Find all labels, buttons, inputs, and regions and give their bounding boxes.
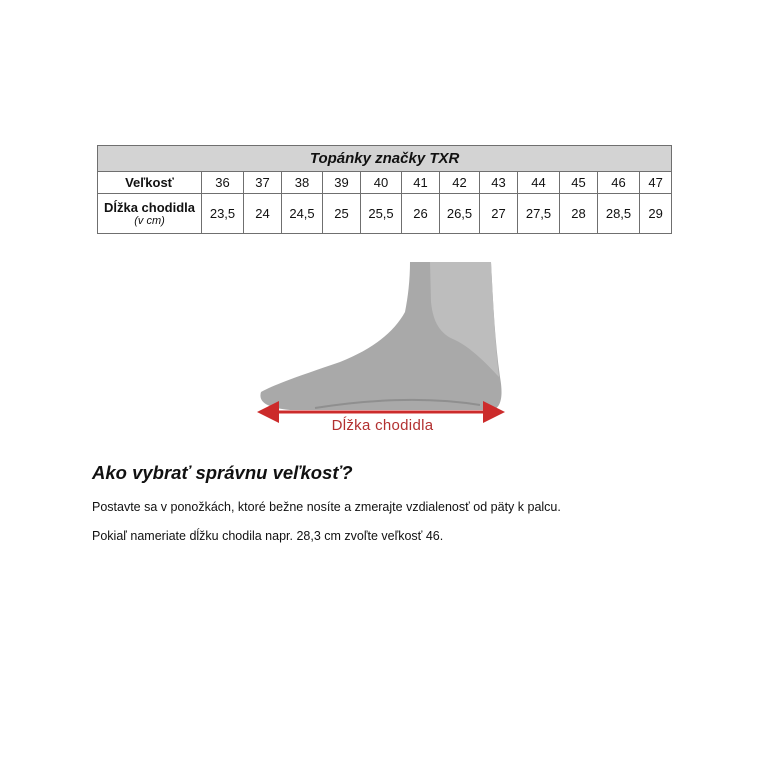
length-row <box>98 194 672 234</box>
size-table <box>97 145 672 234</box>
size-cell: 45 <box>560 172 598 194</box>
size-cell: 37 <box>244 172 282 194</box>
foot-illustration <box>255 262 510 440</box>
length-cell: 25 <box>323 194 361 234</box>
table-title: Topánky značky TXR <box>98 146 672 172</box>
length-cell: 28 <box>560 194 598 234</box>
size-cell: 44 <box>518 172 560 194</box>
guide-heading: Ako vybrať správnu veľkosť? <box>92 462 353 483</box>
foot-drawing <box>255 262 510 440</box>
size-cell: 40 <box>361 172 402 194</box>
length-header-label: Dĺžka chodidla <box>103 200 196 215</box>
length-cell: 26 <box>402 194 440 234</box>
length-cell: 29 <box>640 194 672 234</box>
size-cell: 38 <box>282 172 323 194</box>
length-cell: 25,5 <box>361 194 402 234</box>
size-cell: 39 <box>323 172 361 194</box>
length-cell: 23,5 <box>202 194 244 234</box>
length-cell: 24,5 <box>282 194 323 234</box>
length-cell: 26,5 <box>440 194 480 234</box>
size-cell: 41 <box>402 172 440 194</box>
guide-paragraph-2: Pokiaľ nameriate dĺžku chodila napr. 28,3 cm zvoľte veľkosť 46. <box>92 529 444 543</box>
size-cell: 46 <box>598 172 640 194</box>
size-cell: 42 <box>440 172 480 194</box>
foot-length-label: Dĺžka chodidla <box>331 417 434 434</box>
length-cell: 27 <box>480 194 518 234</box>
length-unit: (v cm) <box>134 215 165 227</box>
size-cell: 43 <box>480 172 518 194</box>
length-cell: 24 <box>244 194 282 234</box>
length-header <box>98 194 202 234</box>
size-cell: 47 <box>640 172 672 194</box>
length-cell: 28,5 <box>598 194 640 234</box>
guide-paragraph-1: Postavte sa v ponožkách, ktoré bežne nosíte a zmerajte vzdialenosť od päty k palcu. <box>92 500 561 514</box>
length-cell: 27,5 <box>518 194 560 234</box>
size-header: Veľkosť <box>98 172 202 194</box>
size-cell: 36 <box>202 172 244 194</box>
size-row <box>98 172 672 194</box>
